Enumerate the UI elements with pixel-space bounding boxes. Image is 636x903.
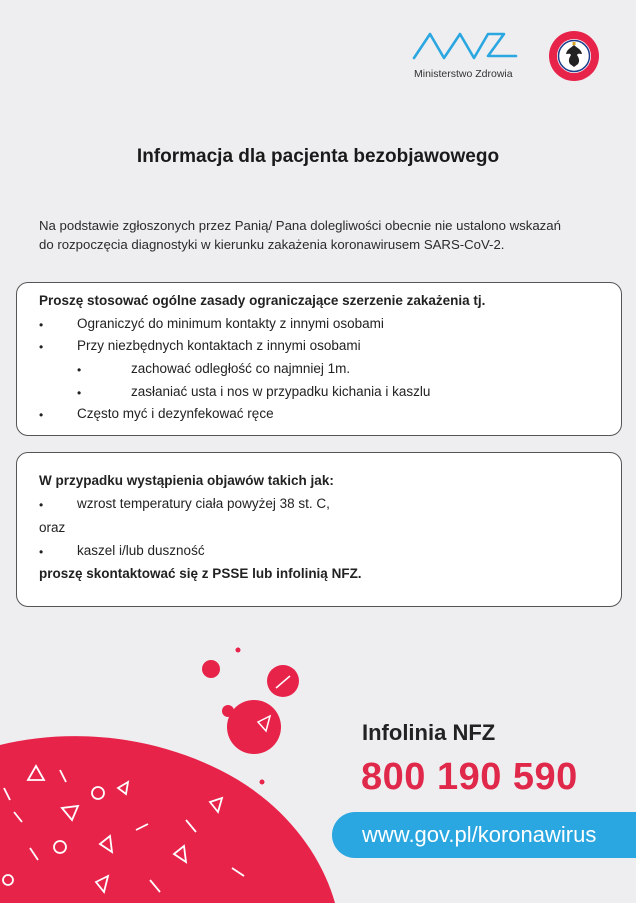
contact-instruction: proszę skontaktować się z PSSE lub infolinią NFZ. <box>39 566 362 581</box>
sub-bullet: • <box>77 386 82 400</box>
ministry-of-health-logo <box>412 28 524 84</box>
ministry-logo-mark <box>412 28 520 64</box>
general-rules-box <box>16 282 622 436</box>
symptom-item: wzrost temperatury ciała powyżej 38 st. C, <box>77 496 330 511</box>
intro-line: do rozpoczęcia diagnostyki w kierunku zakażenia koronawirusem SARS-CoV-2. <box>39 237 505 252</box>
website-url[interactable]: www.gov.pl/koronawirus <box>362 822 597 847</box>
rule-item: Przy niezbędnych kontaktach z innymi osobami <box>77 338 361 353</box>
symptoms-heading: W przypadku wystąpienia objawów takich jak: <box>39 473 334 488</box>
intro-line: Na podstawie zgłoszonych przez Panią/ Pana dolegliwości obecnie nie ustalono wskazań <box>39 218 561 233</box>
symptoms-box <box>16 452 622 607</box>
rules-heading: Proszę stosować ogólne zasady ograniczające szerzenie zakażenia tj. <box>39 293 486 308</box>
ministry-name: Ministerstwo Zdrowia <box>414 68 513 80</box>
bullet: • <box>39 408 44 422</box>
bullet: • <box>39 498 44 512</box>
symptom-item: kaszel i/lub duszność <box>77 543 205 558</box>
conjunction-text: oraz <box>39 520 66 535</box>
hotline-label: Infolinia NFZ <box>362 720 496 745</box>
bullet: • <box>39 340 44 354</box>
website-link-banner[interactable] <box>332 812 636 858</box>
page-title: Informacja dla pacjenta bezobjawowego <box>136 146 500 167</box>
bullet: • <box>39 545 44 559</box>
bullet: • <box>39 318 44 332</box>
sub-bullet: • <box>77 363 82 377</box>
rule-item: Często myć i dezynfekować ręce <box>77 406 274 421</box>
hotline-number[interactable]: 800 190 590 <box>361 756 578 798</box>
rule-subitem: zachować odległość co najmniej 1m. <box>131 361 351 376</box>
rule-subitem: zasłaniać usta i nos w przypadku kichania i kaszlu <box>131 384 431 399</box>
rule-item: Ograniczyć do minimum kontakty z innymi osobami <box>77 316 384 331</box>
intro-paragraph <box>39 216 619 254</box>
sanitary-inspection-seal-icon <box>548 30 600 82</box>
